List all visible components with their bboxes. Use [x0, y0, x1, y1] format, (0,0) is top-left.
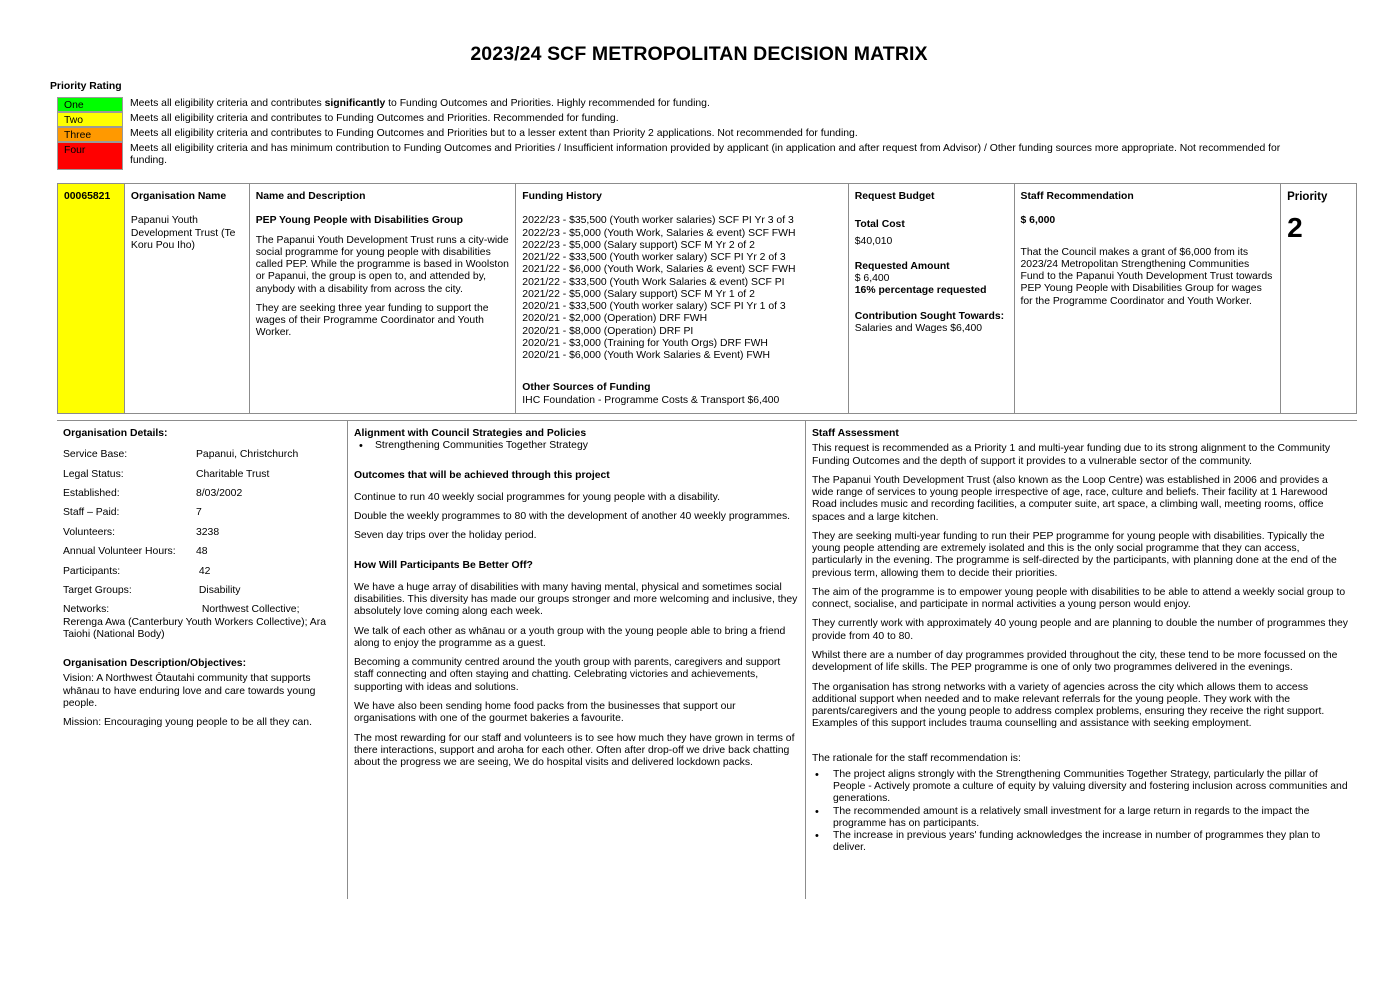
application-summary-table [57, 183, 1357, 414]
detail-row-networks: Networks: Northwest Collective; Rerenga Awa (Canterbury Youth Workers Collective); Ara Taiohi (National Body) [63, 604, 326, 640]
priority-rating-row-one [57, 97, 710, 112]
better-off-paragraph: We have also been sending home food packs from the businesses that support our organisations with one of the gourmet bakeries a favourite. [354, 700, 736, 725]
request-budget-cell [849, 184, 1015, 413]
better-off-paragraph: Becoming a community centred around the youth group with parents, caregivers and support staff connecting and often staying and chatting. Celebrating victories and achievements, supporting with ideas and solutions. [354, 657, 781, 693]
staff-assessment-column [806, 421, 1357, 899]
priority-description-two: Meets all eligibility criteria and contributes to Funding Outcomes and Priorities. Recommended for funding. [130, 113, 619, 124]
alignment-column [348, 421, 806, 899]
assessment-paragraph: They are seeking multi-year funding to run their PEP programme for young people with disabilities. Typically the young people attending are extremely isolated and this is the only social programme that they can access, particularly in the evening. The programme is self-directed by the participants, with planning done at the end of the previous term, allowing them to decide their priorities. [812, 530, 1337, 579]
detail-row-participants: Participants: 42 [63, 565, 211, 577]
funding-history-item: 2021/22 - $5,000 (Salary support) SCF M Yr 1 of 2 [522, 288, 755, 300]
priority-description-four: Meets all eligibility criteria and has minimum contribution to Funding Outcomes and Priorities / Insufficient information provided by applicant (in application and after request from Advisor) / Other funding sources more appropriate. Not recommended for funding. [130, 143, 1281, 166]
priority-cell [1281, 184, 1356, 413]
priority-rating-row-three [57, 127, 858, 142]
rationale-list [812, 769, 1351, 855]
project-description-1: The Papanui Youth Development Trust runs a city-wide social programme for young people with disabilities called PEP. While the programme is based in Woolston or Papanui, the group is open to, and attended by, anybody with a disability from across the city. [255, 234, 509, 295]
total-cost-value: $40,010 [854, 235, 893, 247]
priority-swatch-four: Four [57, 142, 123, 170]
rationale-intro: The rationale for the staff recommendation is: [812, 752, 1021, 764]
outcome-item: Continue to run 40 weekly social programmes for young people with a disability. [354, 491, 720, 503]
assessment-paragraph: The Papanui Youth Development Trust (also known as the Loop Centre) was established in 2006 and provides a wide range of services to young people irrespective of age, race, culture and beliefs. Their facility at 1 Harewood Road includes music and recording facilities, a computer suite, art space, a climbing wall, meeting rooms, office spaces and a large kitchen. [812, 474, 1328, 523]
assessment-paragraph: Whilst there are a number of day programmes provided throughout the city, these tend to be more focussed on the development of life skills. The PEP programme is one of only two programmes delivered in the evenings. [812, 649, 1338, 674]
funding-history-item: 2022/23 - $35,500 (Youth worker salaries) SCF PI Yr 3 of 3 [522, 215, 794, 227]
funding-history-item: 2020/21 - $3,000 (Training for Youth Orgs) DRF FWH [522, 337, 768, 349]
application-id-cell [58, 184, 125, 413]
assessment-paragraph: The organisation has strong networks with a variety of agencies across the city which allows them to access additional support when needed and to make relevant referrals for the young people. They work with the parents/caregivers and the young people to address complex problems, ensuring they receive the right support. Examples of this support includes trauma counselling and assistance with seeking employment. [812, 681, 1325, 730]
better-off-paragraph: We have a huge array of disabilities with many having mental, physical and sometimes social disabilities. This diversity has made our groups stronger and more welcoming and inclusive, they absolutely love coming along each week. [354, 581, 798, 618]
staff-recommendation-header: Staff Recommendation [1020, 191, 1134, 202]
priority-swatch-two: Two [57, 112, 123, 127]
rationale-item: • The project aligns strongly with the Strengthening Communities Together Strategy, particularly the pillar of People - Actively promote a culture of equity by valuing diversity and fostering inclusion across communities and generations. [812, 769, 1351, 806]
organisation-mission: Mission: Encouraging young people to be all they can. [63, 717, 312, 729]
priority-description-three: Meets all eligibility criteria and contributes to Funding Outcomes and Priorities but to a lesser extent than Priority 2 applications. Not recommended for funding. [130, 128, 858, 139]
outcomes-heading: Outcomes that will be achieved through this project [354, 469, 610, 481]
assessment-paragraph: This request is recommended as a Priority 1 and multi-year funding due to its strong alignment to the Community Funding Outcomes and the depth of support it provides to a vulnerable sector of the community. [812, 443, 1331, 467]
priority-rating-row-two [57, 112, 619, 127]
staff-recommendation-text: That the Council makes a grant of $6,000 from its 2023/24 Metropolitan Strengthening Communities Fund to the Papanui Youth Development Trust towards PEP Young People with Disabilities Group for wages for the Programme Coordinator and Youth Worker. [1020, 246, 1273, 307]
priority-description-one: Meets all eligibility criteria and contributes significantly to Funding Outcomes and Priorities. Highly recommended for funding. [130, 98, 710, 109]
application-id: 00065821 [64, 191, 111, 202]
organisation-name: Papanui Youth Development Trust (Te Koru Pou Iho) [130, 215, 236, 251]
requested-amount-value: $ 6,400 [854, 273, 890, 285]
organisation-name-cell [125, 184, 250, 413]
funding-history-item: 2021/22 - $33,500 (Youth Work Salaries & event) SCF PI [522, 276, 785, 288]
funding-history-item: 2020/21 - $6,000 (Youth Work Salaries & Event) FWH [522, 350, 771, 362]
alignment-heading: Alignment with Council Strategies and Policies [354, 428, 587, 439]
funding-history-item: 2020/21 - $33,500 (Youth worker salary) SCF PI Yr 1 of 3 [522, 301, 786, 313]
other-sources: IHC Foundation - Programme Costs & Transport $6,400 [522, 394, 780, 406]
rationale-item: • The recommended amount is a relatively small investment for a large return in regards to the impact the programme has on participants. [812, 806, 1351, 831]
funding-history-header: Funding History [522, 191, 602, 202]
priority-rating-row-four [57, 142, 1281, 170]
better-off-heading: How Will Participants Be Better Off? [354, 559, 533, 571]
funding-history-item: 2022/23 - $5,000 (Youth Work, Salaries & event) SCF FWH [522, 227, 796, 239]
priority-rating-heading: Priority Rating [50, 81, 122, 92]
funding-history-list [522, 215, 841, 362]
staff-recommendation-cell [1015, 184, 1282, 413]
contribution-value: Salaries and Wages $6,400 [854, 322, 983, 334]
detail-row-service-base: Service Base: Papanui, Christchurch [63, 449, 299, 461]
detail-row-volunteer-hours: Annual Volunteer Hours: 48 [63, 546, 208, 558]
other-sources-header: Other Sources of Funding [522, 382, 651, 394]
details-section [57, 421, 1357, 899]
organisation-vision: Vision: A Northwest Ōtautahi community that supports whānau to have enduring love and care towards young people. [63, 673, 316, 709]
organisation-description-heading: Organisation Description/Objectives: [63, 658, 247, 670]
name-description-header: Name and Description [255, 191, 366, 202]
detail-row-target-groups: Target Groups: Disability [63, 585, 241, 596]
better-off-paragraph: We talk of each other as whānau or a youth group with the young people able to bring a friend along to enjoy the programme as a guest. [354, 625, 786, 649]
page-title: 2023/24 SCF METROPOLITAN DECISION MATRIX [470, 43, 928, 65]
alignment-item: • Strengthening Communities Together Strategy [354, 440, 799, 452]
name-description-cell [250, 184, 517, 413]
outcome-item: Double the weekly programmes to 80 with the development of another 40 weekly programmes. [354, 511, 791, 523]
rationale-item: • The increase in previous years' funding acknowledges the increase in number of programmes they plan to deliver. [812, 830, 1351, 855]
request-budget-header: Request Budget [854, 191, 935, 202]
priority-swatch-one: One [57, 97, 123, 112]
funding-history-cell [516, 184, 848, 413]
funding-history-item: 2022/23 - $5,000 (Salary support) SCF M Yr 2 of 2 [522, 239, 755, 251]
organisation-details-column [57, 421, 348, 899]
alignment-list [354, 440, 799, 452]
project-name: PEP Young People with Disabilities Group [255, 215, 463, 227]
total-cost-label: Total Cost [854, 219, 905, 231]
better-off-paragraph: The most rewarding for our staff and volunteers is to see how much they have grown in terms of there interactions, support and aroha for each other. Often after drop-off we drive back chatting about the progress we are seeing, We do hospital visits and delivered lockdown packs. [354, 732, 795, 769]
priority-value: 2 [1287, 211, 1303, 243]
staff-recommendation-amount: $ 6,000 [1020, 215, 1056, 227]
funding-history-item: 2021/22 - $6,000 (Youth Work, Salaries & event) SCF FWH [522, 264, 796, 276]
funding-history-item: 2021/22 - $33,500 (Youth worker salary) SCF PI Yr 2 of 3 [522, 252, 786, 264]
detail-row-established: Established: 8/03/2002 [63, 488, 243, 500]
project-description-2: They are seeking three year funding to support the wages of their Programme Coordinator and Youth Worker. [255, 302, 489, 339]
staff-assessment-heading: Staff Assessment [812, 428, 899, 439]
organisation-name-header: Organisation Name [130, 191, 227, 202]
detail-row-volunteers: Volunteers: 3238 [63, 526, 220, 538]
funding-history-item: 2020/21 - $8,000 (Operation) DRF PI [522, 325, 694, 337]
assessment-paragraph: They currently work with approximately 40 young people and are planning to double the number of programmes they provide from 40 to 80. [812, 618, 1349, 642]
detail-row-legal-status: Legal Status: Charitable Trust [63, 468, 270, 480]
percentage-requested: 16% percentage requested [854, 285, 987, 297]
priority-swatch-three: Three [57, 127, 123, 142]
priority-header: Priority [1287, 191, 1328, 203]
requested-amount-label: Requested Amount [854, 260, 950, 272]
outcome-item: Seven day trips over the holiday period. [354, 530, 537, 542]
funding-history-item: 2020/21 - $2,000 (Operation) DRF FWH [522, 313, 708, 325]
assessment-paragraph: The aim of the programme is to empower young people with disabilities to be able to attend a weekly social group to connect, socialise, and participate in normal activities a young person would enjoy. [812, 586, 1346, 611]
organisation-details-heading: Organisation Details: [63, 428, 168, 439]
detail-row-staff-paid: Staff – Paid: 7 [63, 507, 202, 519]
contribution-label: Contribution Sought Towards: [854, 310, 1005, 322]
